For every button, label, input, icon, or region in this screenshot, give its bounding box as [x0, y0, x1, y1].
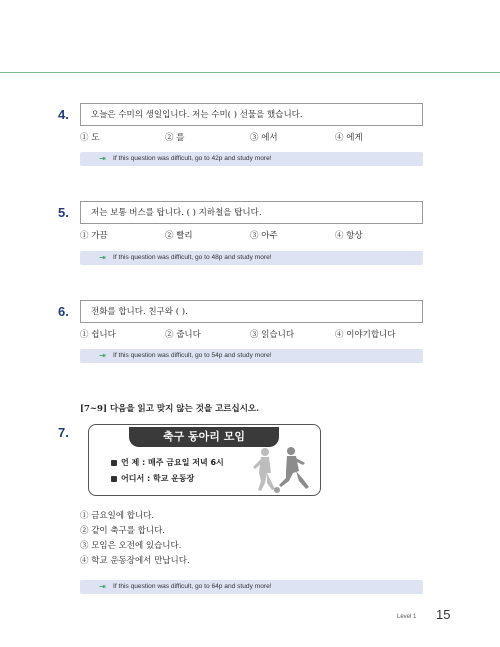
- question-5-prompt: 저는 보통 버스를 탑니다. ( ) 지하철을 탑니다.: [80, 201, 423, 224]
- question-4-options: [80, 131, 423, 145]
- arrow-icon: ⇥: [99, 351, 106, 360]
- top-divider: [0, 72, 500, 73]
- hint-text: If this question was difficult, go to 54p and study more!: [113, 352, 272, 359]
- poster-where: [111, 473, 194, 484]
- option-3[interactable]: ③ 아주: [250, 231, 278, 241]
- question-7-hint: [80, 580, 423, 594]
- option-4[interactable]: ④ 항상: [335, 231, 363, 241]
- option-2[interactable]: ② 줍니다: [165, 330, 201, 340]
- hint-text: If this question was difficult, go to 42p and study more!: [113, 155, 272, 162]
- statement-4[interactable]: ④ 학교 운동장에서 만납니다.: [80, 556, 190, 566]
- option-3[interactable]: ③ 에서: [250, 133, 278, 143]
- option-1[interactable]: ① 쉽니다: [80, 330, 116, 340]
- page-number: 15: [436, 607, 451, 622]
- question-4-hint: [80, 152, 423, 166]
- arrow-icon: ⇥: [99, 253, 106, 262]
- option-4[interactable]: ④ 이야기합니다: [335, 330, 396, 340]
- question-5-hint: [80, 251, 423, 265]
- question-7-number: 7.: [58, 425, 69, 440]
- question-4-prompt: 오늘은 수미의 생일입니다. 저는 수미( ) 선물을 했습니다.: [80, 103, 423, 126]
- question-5-options: [80, 229, 423, 243]
- option-1[interactable]: ① 가끔: [80, 231, 108, 241]
- option-3[interactable]: ③ 읽습니다: [250, 330, 295, 340]
- question-7-statements: [80, 509, 190, 569]
- section-instruction: [7~9] 다음을 읽고 맞지 않는 것을 고르십시오.: [80, 404, 260, 414]
- statement-1[interactable]: ① 금요일에 합니다.: [80, 511, 155, 521]
- question-6-prompt: 전화를 합니다. 친구와 ( ).: [80, 300, 423, 323]
- bullet-icon: [111, 476, 117, 482]
- option-2[interactable]: ② 빨리: [165, 231, 193, 241]
- arrow-icon: ⇥: [99, 582, 106, 591]
- question-4-number: 4.: [58, 107, 69, 122]
- arrow-icon: ⇥: [99, 154, 106, 163]
- statement-2[interactable]: ② 같이 축구를 합니다.: [80, 526, 165, 536]
- question-6-options: [80, 328, 423, 342]
- statement-3[interactable]: ③ 모임은 오전에 있습니다.: [80, 541, 182, 551]
- poster-title: 축구 동아리 모임: [129, 427, 279, 447]
- poster-where-text: 어디서 : 학교 운동장: [121, 474, 195, 483]
- club-poster: [88, 424, 321, 496]
- question-6-hint: [80, 349, 423, 363]
- option-1[interactable]: ① 도: [80, 133, 100, 143]
- poster-when-text: 언 제 : 매주 금요일 저녁 6시: [121, 458, 224, 467]
- question-5-number: 5.: [58, 205, 69, 220]
- poster-when: [111, 457, 224, 468]
- option-2[interactable]: ② 를: [165, 133, 185, 143]
- hint-text: If this question was difficult, go to 64p and study more!: [113, 583, 272, 590]
- bullet-icon: [111, 460, 117, 466]
- option-4[interactable]: ④ 에게: [335, 133, 363, 143]
- hint-text: If this question was difficult, go to 48p and study more!: [113, 254, 272, 261]
- question-6-number: 6.: [58, 304, 69, 319]
- soccer-players-icon: [241, 443, 319, 495]
- level-label: Level 1: [397, 614, 417, 620]
